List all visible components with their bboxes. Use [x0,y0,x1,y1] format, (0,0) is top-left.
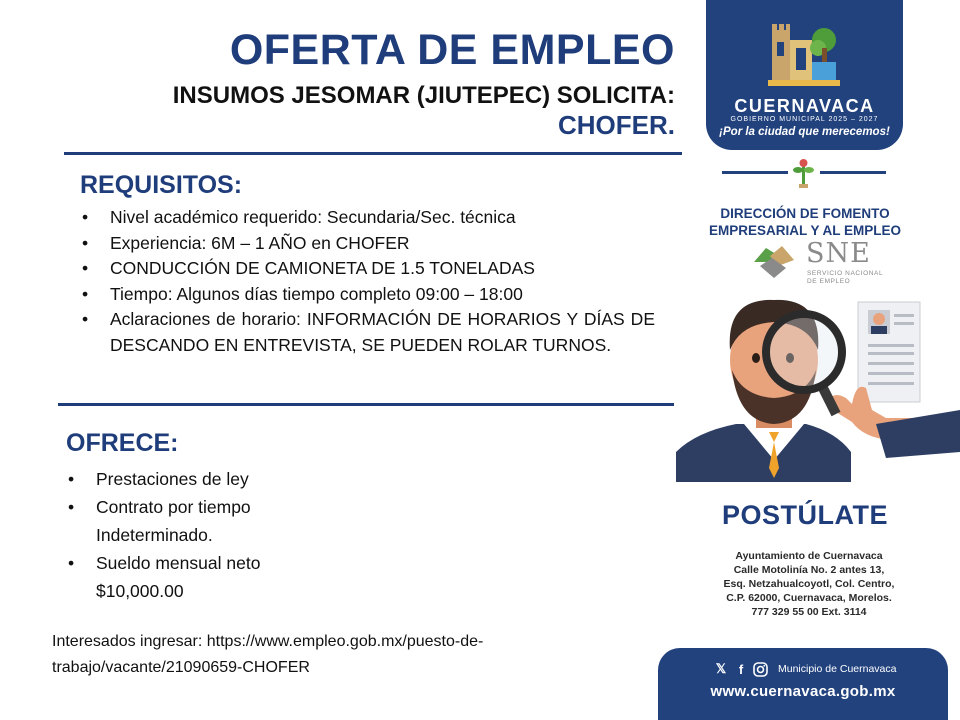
facebook-icon[interactable]: f [738,661,744,677]
city-motto: ¡Por la ciudad que merecemos! [719,126,890,138]
footer-panel [658,648,948,720]
sne-subtitle-line-2: DE EMPLEO [807,278,851,285]
requirement-item: • Tiempo: Algunos días tiempo completo 09:00 – 18:00 [80,282,655,308]
requirement-item: • Experiencia: 6M – 1 AÑO en CHOFER [80,231,655,257]
offer-item: • Sueldo mensual neto $10,000.00 [66,549,311,605]
instagram-icon[interactable] [753,662,768,677]
offers-list [66,465,311,605]
ornament-line-right [820,171,886,174]
x-icon[interactable]: 𝕏 [715,661,727,676]
sne-subtitle [807,270,887,286]
apply-instructions: Interesados ingresar: https://www.empleo.gob.mx/puesto-de-trabajo/vacante/21090659-CHOFER [52,633,484,676]
page-title: OFERTA DE EMPLEO [229,26,675,74]
website-link[interactable]: www.cuernavaca.gob.mx [710,683,896,700]
divider-top [64,152,682,155]
divider-middle [58,403,674,406]
cuernavaca-badge [706,0,903,150]
address-line: C.P. 62000, Cuernavaca, Morelos. [726,592,892,604]
address-block [676,549,942,619]
social-handle: Municipio de Cuernavaca [778,663,897,675]
company-subtitle: INSUMOS JESOMAR (JIUTEPEC) SOLICITA: [172,82,675,109]
offer-item: • Prestaciones de ley [66,465,311,493]
offer-item: • Contrato por tiempo Indeterminado. [66,493,311,549]
address-line: Esq. Netzahualcoyotl, Col. Centro, [723,578,895,590]
requirements-list [80,205,655,358]
offers-heading: OFRECE: [66,429,179,457]
government-period: GOBIERNO MUNICIPAL 2025 – 2027 [730,116,879,123]
social-links [713,660,896,678]
sne-handshake-icon [752,240,796,282]
ornament-line-left [722,171,788,174]
sne-logo-text: SNE [806,238,871,269]
direccion-line-2: EMPRESARIAL Y AL EMPLEO [708,223,902,238]
sne-subtitle-line-1: SERVICIO NACIONAL [807,270,884,277]
job-position: CHOFER. [558,110,675,140]
city-emblem-icon [768,22,840,92]
postulate-heading: POSTÚLATE [722,500,888,530]
direccion-line-1: DIRECCIÓN DE FOMENTO [720,206,890,221]
address-line: Ayuntamiento de Cuernavaca [735,550,883,562]
requirement-item: • CONDUCCIÓN DE CAMIONETA DE 1.5 TONELADAS [80,256,655,282]
city-name: CUERNAVACA [734,96,875,116]
requirement-item: • Nivel académico requerido: Secundaria/Sec. técnica [80,205,655,231]
direccion-title [690,205,920,239]
address-line: Calle Motolinía No. 2 antes 13, [733,564,885,576]
requirements-heading: REQUISITOS: [80,171,243,199]
recruiter-illustration-icon [676,292,960,484]
requirement-item: • Aclaraciones de horario: INFORMACIÓN DE HORARIOS Y DÍAS DE DESCANDO EN ENTREVISTA, SE PUEDEN ROLAR TURNOS. [80,307,655,358]
plant-ornament-icon [790,158,816,188]
address-line: 777 329 55 00 Ext. 3114 [751,606,867,618]
